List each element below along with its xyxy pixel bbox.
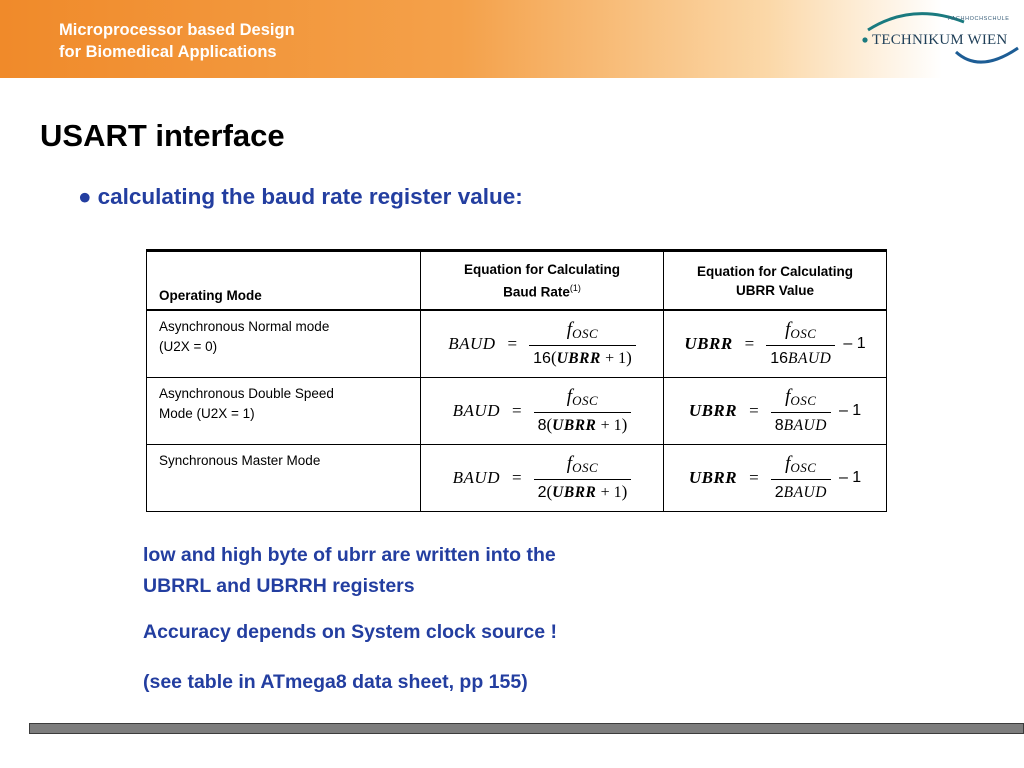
divisor: 2	[537, 483, 547, 501]
baud-symbol: BAUD	[452, 468, 500, 487]
baud-equation	[421, 454, 663, 503]
note-ubrr-bytes	[143, 540, 556, 602]
plus-one: + 1	[605, 349, 627, 367]
mode-line1: Asynchronous Normal mode	[159, 319, 330, 334]
fraction-numerator	[779, 454, 822, 479]
close-paren: )	[621, 481, 628, 501]
osc-subscript: OSC	[790, 325, 817, 341]
ubrr-equation-cell	[664, 310, 887, 378]
course-title	[59, 19, 295, 63]
mode-line2: Mode (U2X = 1)	[159, 406, 255, 421]
baud-symbol: BAUD	[788, 349, 832, 367]
fraction-denominator	[534, 412, 632, 436]
equals-sign: =	[744, 334, 755, 353]
divisor: 8	[537, 416, 547, 434]
baud-equation	[421, 387, 663, 436]
note-line-1: low and high byte of ubrr are written into the	[143, 544, 556, 566]
ubrr-equation	[664, 320, 886, 369]
divisor: 2	[774, 483, 784, 501]
f-symbol: f	[566, 452, 573, 474]
osc-subscript: OSC	[572, 459, 599, 475]
fraction	[534, 387, 632, 436]
close-paren: )	[621, 414, 628, 434]
technikum-wien-logo	[852, 8, 1020, 74]
baud-equation-cell	[421, 378, 664, 445]
header-ubrr-equation	[664, 251, 887, 311]
bullet-text: calculating the baud rate register value:	[97, 184, 523, 209]
header-ubrr-line2: UBRR Value	[735, 283, 815, 298]
open-paren: (	[546, 481, 553, 501]
baud-equation-cell	[421, 445, 664, 512]
f-symbol: f	[785, 318, 791, 340]
header-baud-line1: Equation for Calculating	[463, 262, 620, 278]
minus-one: – 1	[838, 469, 862, 486]
operating-mode-cell	[147, 310, 421, 378]
bullet-dot-icon: ●	[78, 184, 92, 209]
fraction-denominator	[534, 479, 632, 503]
table-row	[147, 378, 887, 445]
baud-symbol: BAUD	[452, 401, 500, 420]
table-row	[147, 445, 887, 512]
f-symbol: f	[566, 318, 573, 340]
baud-symbol: BAUD	[783, 416, 827, 434]
osc-subscript: OSC	[790, 392, 817, 408]
header-baud-line2: Baud Rate	[503, 284, 570, 300]
operating-mode-cell	[147, 445, 421, 512]
equals-sign: =	[511, 468, 522, 487]
f-symbol: f	[566, 385, 573, 407]
fraction-numerator	[779, 320, 822, 345]
close-paren: )	[626, 347, 632, 367]
ubrr-equation	[664, 387, 886, 436]
equals-sign: =	[749, 401, 759, 420]
ubrr-equation-cell	[664, 378, 887, 445]
plus-one: + 1	[600, 416, 622, 434]
equals-sign: =	[507, 334, 518, 353]
osc-subscript: OSC	[790, 459, 817, 475]
header-baud-footnote: (1)	[569, 283, 581, 294]
f-symbol: f	[785, 452, 791, 474]
fraction-numerator	[779, 387, 822, 412]
mode-line1: Asynchronous Double Speed	[159, 386, 334, 401]
fraction	[534, 454, 632, 503]
note-accuracy: Accuracy depends on System clock source !	[143, 621, 557, 643]
baud-equation	[421, 320, 663, 369]
logo-small-text: FACHHOCHSCHULE	[948, 16, 1010, 22]
note-line-2: UBRRL and UBRRH registers	[143, 575, 415, 597]
baud-symbol: BAUD	[783, 483, 827, 501]
ubrr-symbol: UBRR	[684, 334, 733, 353]
equals-sign: =	[511, 401, 522, 420]
fraction	[771, 387, 831, 436]
baud-rate-equation-table	[146, 249, 887, 512]
logo-text: TECHNIKUM WIEN	[872, 32, 1008, 48]
osc-subscript: OSC	[572, 325, 599, 341]
table-header-row	[147, 251, 887, 311]
f-symbol: f	[785, 385, 791, 407]
open-paren: (	[550, 347, 557, 367]
ubrr-symbol: UBRR	[552, 416, 597, 434]
slide-title: USART interface	[40, 118, 285, 153]
minus-one: – 1	[843, 335, 866, 352]
table-row	[147, 310, 887, 378]
fraction-denominator	[529, 345, 636, 369]
ubrr-symbol: UBRR	[552, 483, 597, 501]
bullet-item	[78, 184, 523, 210]
equals-sign: =	[749, 468, 759, 487]
baud-equation-cell	[421, 310, 664, 378]
fraction-denominator	[766, 345, 835, 369]
fraction	[771, 454, 831, 503]
fraction	[766, 320, 835, 369]
fraction-numerator	[561, 454, 604, 479]
ubrr-equation	[664, 454, 886, 503]
header-ubrr-line1: Equation for Calculating	[696, 264, 853, 279]
plus-one: + 1	[600, 483, 622, 501]
minus-one: – 1	[838, 402, 862, 419]
mode-line1: Synchronous Master Mode	[159, 453, 321, 468]
header-operating-mode: Operating Mode	[147, 251, 421, 311]
course-title-line-2: for Biomedical Applications	[59, 43, 277, 61]
baud-symbol: BAUD	[448, 334, 496, 353]
footer-bar	[29, 723, 1024, 734]
divisor: 16	[770, 349, 789, 367]
ubrr-equation-cell	[664, 445, 887, 512]
fraction-denominator	[771, 412, 831, 436]
open-paren: (	[546, 414, 553, 434]
fraction-denominator	[771, 479, 831, 503]
ubrr-symbol: UBRR	[688, 401, 738, 420]
mode-line2: (U2X = 0)	[159, 339, 218, 354]
note-reference: (see table in ATmega8 data sheet, pp 155)	[143, 671, 528, 693]
operating-mode-cell	[147, 378, 421, 445]
header-baud-equation	[421, 251, 664, 311]
fraction	[529, 320, 636, 369]
ubrr-symbol: UBRR	[556, 349, 601, 367]
osc-subscript: OSC	[572, 392, 599, 408]
course-title-line-1: Microprocessor based Design	[59, 21, 295, 39]
divisor: 8	[774, 416, 784, 434]
fraction-numerator	[561, 320, 604, 345]
divisor: 16	[533, 349, 551, 367]
ubrr-symbol: UBRR	[688, 468, 738, 487]
fraction-numerator	[561, 387, 604, 412]
